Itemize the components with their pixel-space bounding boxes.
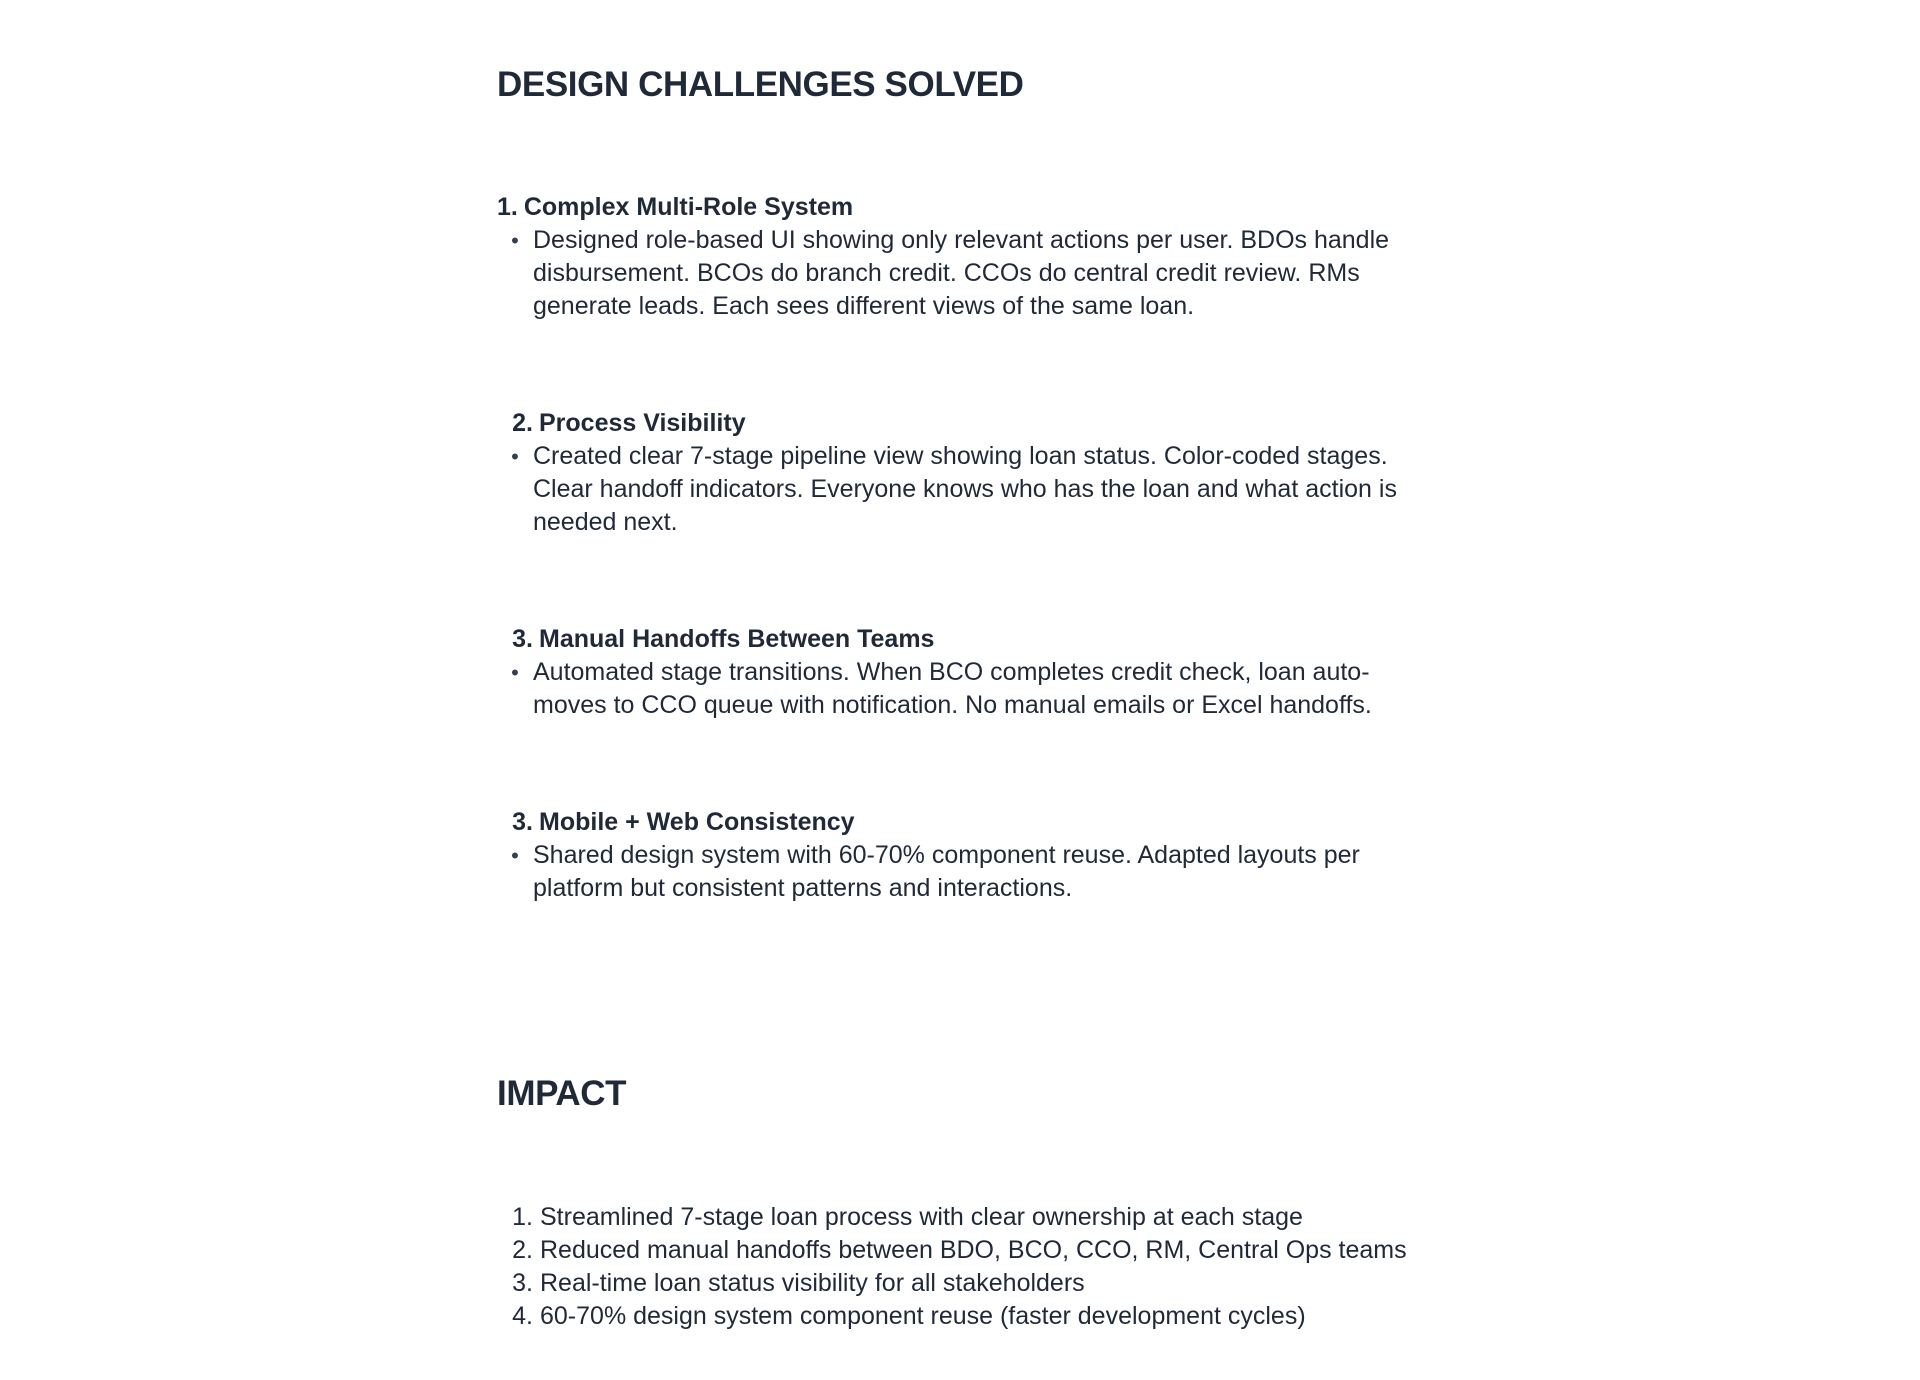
challenge-heading-text: Complex Multi-Role System [523, 193, 854, 221]
impact-title: IMPACT [497, 1074, 627, 1113]
challenge-description: Automated stage transitions. When BCO completes credit check, loan auto-moves to CCO queue with notification. No manual emails or Excel handoffs. [533, 658, 1372, 719]
challenge-description: Shared design system with 60-70% component reuse. Adapted layouts per platform but consistent patterns and interactions. [533, 841, 1360, 902]
impact-list [497, 1201, 1417, 1333]
challenge-bullet [497, 440, 1417, 539]
impact-number: 2. [512, 1236, 533, 1264]
impact-list-item [497, 1201, 1417, 1234]
impact-number: 3. [512, 1269, 533, 1297]
impact-list-item [497, 1300, 1417, 1333]
design-challenges-title: DESIGN CHALLENGES SOLVED [497, 65, 1024, 104]
challenge-item [497, 407, 1417, 539]
challenge-heading [497, 623, 1417, 656]
impact-list-item [497, 1267, 1417, 1300]
impact-text: 60-70% design system component reuse (faster development cycles) [540, 1302, 1306, 1330]
impact-number: 4. [512, 1302, 533, 1330]
impact-list-item [497, 1234, 1417, 1267]
bullet-icon: • [511, 444, 519, 469]
bullet-icon: • [511, 228, 519, 253]
impact-text: Reduced manual handoffs between BDO, BCO, CCO, RM, Central Ops teams [540, 1236, 1407, 1264]
challenge-number: 1. [497, 193, 518, 221]
impact-text: Streamlined 7-stage loan process with clear ownership at each stage [540, 1203, 1303, 1231]
challenge-heading [497, 806, 1417, 839]
challenge-heading [497, 407, 1417, 440]
challenge-bullet [497, 656, 1417, 722]
challenge-bullet [497, 224, 1417, 323]
impact-number: 1. [512, 1203, 533, 1231]
challenge-number: 2. [512, 409, 533, 437]
challenge-number: 3. [512, 808, 533, 836]
challenge-item [497, 806, 1417, 905]
challenge-description: Designed role-based UI showing only relevant actions per user. BDOs handle disbursement. BCOs do branch credit. CCOs do central credit review. RMs generate leads. Each sees different views of the same loan. [533, 226, 1390, 320]
impact-text: Real-time loan status visibility for all stakeholders [540, 1269, 1085, 1297]
bullet-icon: • [511, 843, 519, 868]
challenge-heading [497, 191, 1417, 224]
challenge-item [497, 191, 1417, 323]
challenge-heading-text: Manual Handoffs Between Teams [539, 625, 935, 653]
challenge-heading-text: Process Visibility [539, 409, 746, 437]
challenge-description: Created clear 7-stage pipeline view showing loan status. Color-coded stages. Clear handoff indicators. Everyone knows who has the loan and what action is needed next. [533, 442, 1397, 536]
challenge-bullet [497, 839, 1417, 905]
challenge-item [497, 623, 1417, 722]
bullet-icon: • [511, 660, 519, 685]
challenge-heading-text: Mobile + Web Consistency [539, 808, 855, 836]
challenge-number: 3. [512, 625, 533, 653]
